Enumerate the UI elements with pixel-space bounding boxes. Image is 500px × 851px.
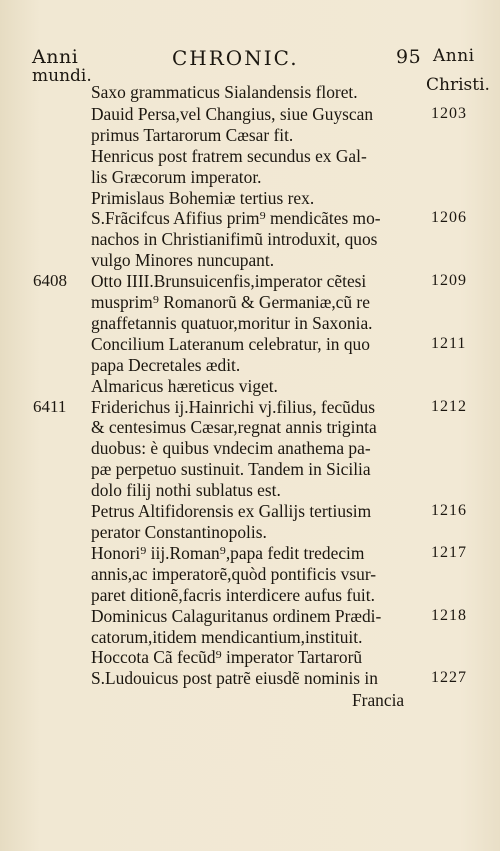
text-line: catorum,itidem mendicantium,instituit. [91,627,363,647]
text-line: Almaricus hæreticus viget. [91,376,278,396]
text-line: primus Tartarorum Cæsar fit. [91,125,294,145]
text-line: gnaffetannis quatuor,moritur in Saxonia. [91,313,373,333]
text-line: dolo filij nothi sublatus est. [91,480,281,500]
text-line: vulgo Minores nuncupant. [91,250,275,270]
text-line: S.Frãcifcus Afifius prim⁹ mendicãtes mo- [91,208,381,228]
christi-year: 1218 [431,607,467,624]
running-title: CHRONIC. [172,46,299,70]
page-number: 95 [396,46,422,68]
catchword: Francia [352,690,405,710]
text-line: lis Græcorum imperator. [91,167,262,187]
text-line: Primislaus Bohemiæ tertius rex. [91,188,315,208]
text-line: Petrus Altifidorensis ex Gallijs tertiusim [91,501,372,521]
text-line: Henricus post fratrem secundus ex Gal- [91,146,367,166]
text-line: Honori⁹ iij.Roman⁹,papa fedit tredecim [91,543,365,563]
christi-year: 1216 [431,502,467,519]
christi-year: 1203 [431,105,467,122]
text-line: Saxo grammaticus Sialandensis floret. [91,82,358,102]
christi-year: 1211 [431,335,467,352]
text-line: perator Constantinopolis. [91,522,267,542]
mundi-year: 6411 [33,397,67,416]
text-line: pæ perpetuo sustinuit. Tandem in Sicilia [91,459,371,479]
christi-year: 1209 [431,272,467,289]
christi-year: 1206 [431,209,467,226]
christi-year: 1227 [431,669,467,686]
text-line: Dauid Persa,vel Changius, siue Guyscan [91,104,374,124]
text-line: Otto IIII.Brunsuicenfis,imperator cẽtesi [91,271,367,291]
header-mundi: mundi. [32,66,92,86]
text-line: musprim⁹ Romanorũ & Germaniæ,cũ re [91,292,370,312]
text-line: Hoccota Cã fecũd⁹ imperator Tartarorũ [91,647,363,667]
text-line: nachos in Christianifimũ introduxit, quos [91,229,378,249]
text-line: & centesimus Cæsar,regnat annis triginta [91,417,377,437]
text-line: annis,ac imperatorẽ,quòd pontificis vsur- [91,564,377,584]
text-line: papa Decretales ædit. [91,355,241,375]
header-anni-right: Anni [433,46,475,66]
text-line: S.Ludouicus post patrẽ eiusdẽ nominis in [91,668,378,688]
christi-year: 1212 [431,398,467,415]
text-line: paret ditionẽ,facris interdicere aufus fuit. [91,585,375,605]
header-anni-left: Anni [32,46,79,68]
christi-year: 1217 [431,544,467,561]
text-line: Friderichus ij.Hainrichi vj.filius, fecũdus [91,397,375,417]
header-christi: Christi. [426,75,490,95]
text-line: duobus: è quibus vndecim anathema pa- [91,438,371,458]
text-line: Concilium Lateranum celebratur, in quo [91,334,370,354]
mundi-year: 6408 [33,271,67,290]
text-line: Dominicus Calaguritanus ordinem Prædi- [91,606,382,626]
